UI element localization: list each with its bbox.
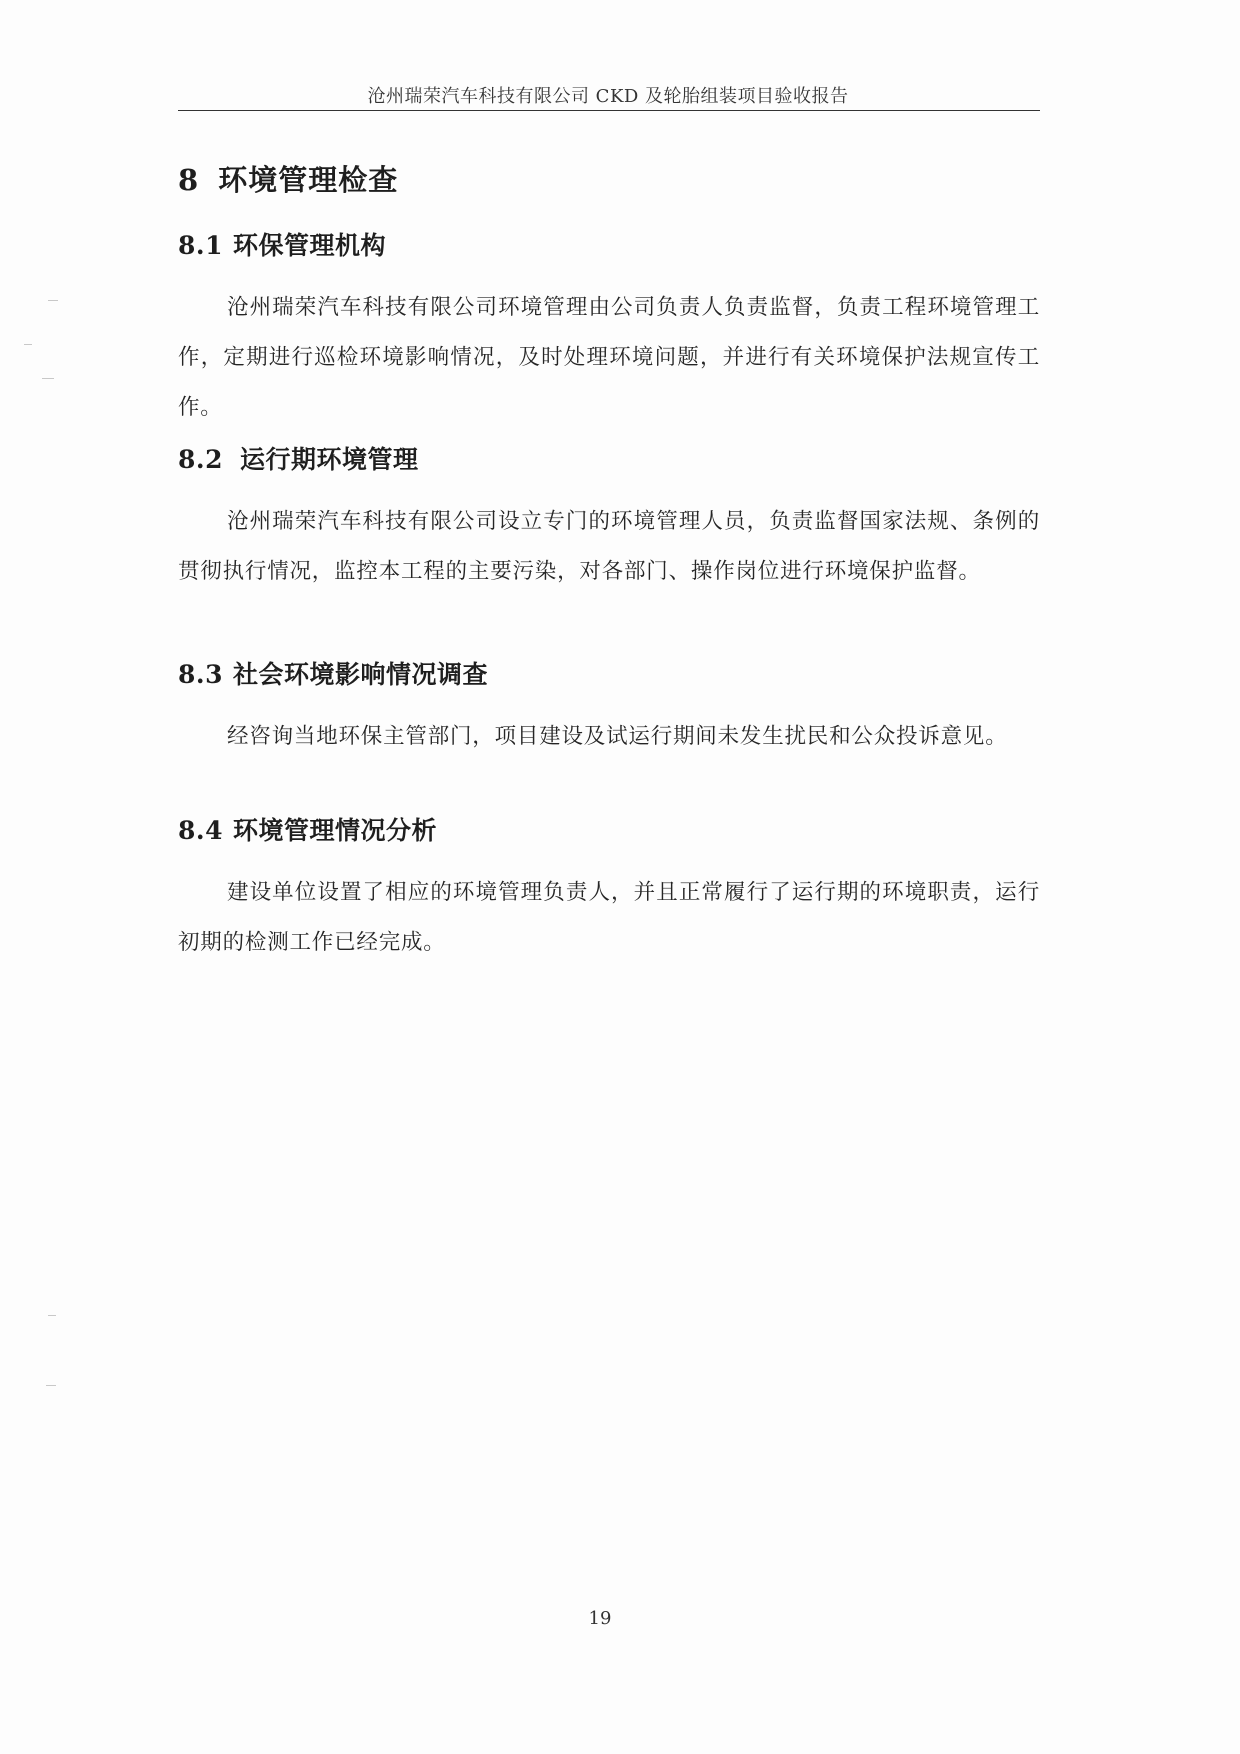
chapter-number: 8: [178, 163, 200, 197]
scan-artifact: [24, 344, 32, 345]
chapter-heading: [178, 158, 398, 199]
section-paragraph-8-1: 沧州瑞荣汽车科技有限公司环境管理由公司负责人负责监督，负责工程环境管理工作，定期进行巡检环境影响情况，及时处理环境问题，并进行有关环境保护法规宣传工作。: [178, 295, 1040, 420]
page-number: 19: [588, 1608, 612, 1629]
section-paragraph-8-4: 建设单位设置了相应的环境管理负责人，并且正常履行了运行期的环境职责，运行初期的检测工作已经完成。: [178, 880, 1040, 955]
chapter-title: 环境管理检查: [218, 163, 399, 197]
section-number: 8.2: [178, 445, 223, 474]
section-heading-8-2: [178, 440, 419, 476]
header-rule: [178, 110, 1040, 111]
section-title: 环保管理机构: [233, 231, 387, 260]
section-title: 社会环境影响情况调查: [233, 660, 489, 689]
section-number: 8.3: [178, 660, 223, 689]
scan-artifact: [46, 1385, 56, 1386]
section-number: 8.4: [178, 816, 223, 845]
section-heading-8-4: [178, 811, 437, 847]
section-paragraph-8-2: 沧州瑞荣汽车科技有限公司设立专门的环境管理人员，负责监督国家法规、条例的贯彻执行情况，监控本工程的主要污染，对各部门、操作岗位进行环境保护监督。: [178, 509, 1040, 584]
section-paragraph-8-3: 经咨询当地环保主管部门，项目建设及试运行期间未发生扰民和公众投诉意见。: [227, 724, 1008, 749]
scan-artifact: [48, 300, 58, 301]
running-header: 沧州瑞荣汽车科技有限公司 CKD 及轮胎组装项目验收报告: [367, 86, 849, 107]
section-number: 8.1: [178, 231, 223, 260]
section-heading-8-1: [178, 226, 386, 262]
section-title: 环境管理情况分析: [233, 816, 438, 845]
section-heading-8-3: [178, 655, 488, 691]
scan-artifact: [42, 378, 54, 379]
section-title: 运行期环境管理: [240, 445, 419, 474]
scan-artifact: [48, 1315, 56, 1316]
